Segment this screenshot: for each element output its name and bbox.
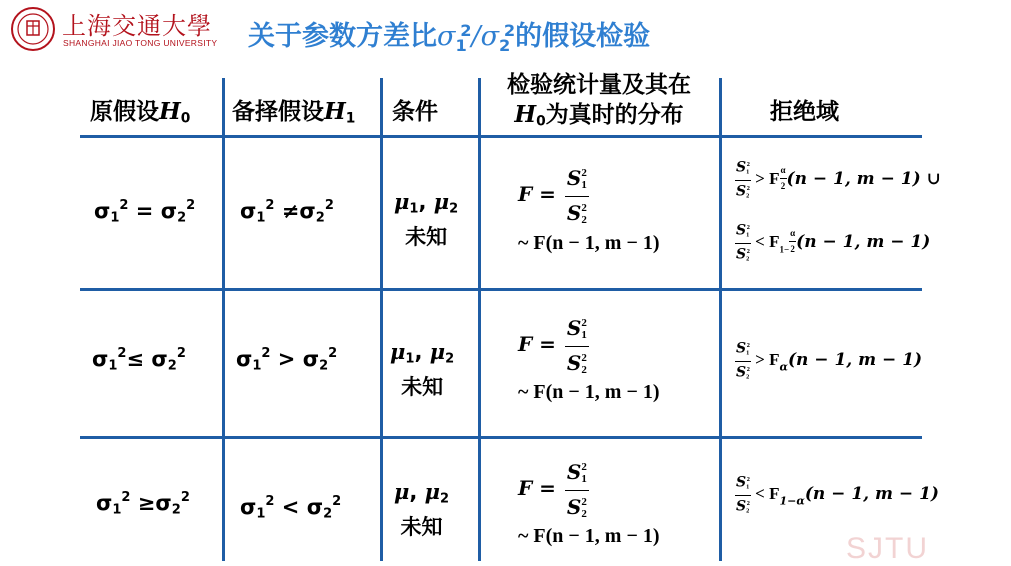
r2-unknown: 未知 xyxy=(401,375,444,400)
r1-h0-b: σ xyxy=(160,199,178,224)
r3-num-sub: 1 xyxy=(581,473,587,486)
r1-h1-p2: 2 xyxy=(324,198,334,213)
header-stat-sym: H xyxy=(514,101,537,128)
r3-den-sup: 2 xyxy=(581,496,587,509)
header-rejection-region: 拒绝域 xyxy=(770,99,839,125)
r2-h0-s1: 1 xyxy=(108,358,118,374)
r3-h0-p1: 2 xyxy=(121,490,131,505)
r1-den-sub: 2 xyxy=(581,214,587,227)
row1-condition xyxy=(394,188,458,251)
r3-h1-b: σ xyxy=(306,495,324,520)
row3-condition xyxy=(394,478,449,541)
r1-h0-s1: 1 xyxy=(110,210,120,226)
r1-h0-p1: 2 xyxy=(119,198,129,213)
r1-mu2-sub: 2 xyxy=(449,201,459,217)
r2-h0-s2: 2 xyxy=(167,358,177,374)
r2-h1-op: > xyxy=(270,347,303,372)
r3-rej-sub: 1−α xyxy=(779,494,805,508)
row1-null-hypothesis xyxy=(94,198,195,225)
r2-den-sub: 2 xyxy=(581,364,587,377)
row1-alternative-hypothesis xyxy=(240,198,334,225)
r2-mu2-sub: 2 xyxy=(445,351,455,367)
r3-cond-mu-line xyxy=(394,478,449,513)
header-h1-text: 备择假设 xyxy=(232,99,324,125)
logo-chinese-name: 上海交通大學 xyxy=(62,12,212,40)
row1-reject-line1 xyxy=(735,157,941,203)
r3-h1-s2: 2 xyxy=(323,506,333,522)
r1-rej2-sub: 1− xyxy=(779,244,790,255)
header-h0-sub: 0 xyxy=(180,110,191,127)
r2-h1-s2: 2 xyxy=(319,358,329,374)
r1-rej2-rel: < F xyxy=(750,231,780,251)
r1-mu1: μ xyxy=(394,189,410,214)
row3-null-hypothesis xyxy=(96,490,190,517)
row2-null-hypothesis xyxy=(92,346,186,373)
r3-h1-p2: 2 xyxy=(332,494,342,509)
r2-h1-s1: 1 xyxy=(252,358,262,374)
r1-rej1-rel: > F xyxy=(750,168,780,188)
header-stat-line1: 检验统计量及其在 xyxy=(507,72,691,98)
header-null-hypothesis xyxy=(90,97,190,133)
r3-num-sup: 2 xyxy=(581,461,587,473)
row2-reject xyxy=(735,338,922,384)
r1-h1-p1: 2 xyxy=(265,198,275,213)
r3-h0-s1: 1 xyxy=(112,502,122,518)
r2-mu1-sub: 1 xyxy=(405,351,415,367)
r3-num: S xyxy=(566,459,582,484)
r2-rej-rel: > F xyxy=(750,349,780,369)
r1-h1-b: σ xyxy=(299,199,316,224)
row2-alternative-hypothesis xyxy=(236,346,337,373)
r2-h1-a: σ xyxy=(236,347,253,372)
r2-num-sub: 1 xyxy=(581,329,587,342)
logo-english-name: SHANGHAI JIAO TONG UNIVERSITY xyxy=(63,38,218,48)
r1-h1-s1: 1 xyxy=(256,210,266,226)
r3-mu1: μ xyxy=(394,479,410,504)
row2-statistic xyxy=(518,312,591,381)
col-divider-1 xyxy=(222,78,225,561)
header-condition: 条件 xyxy=(392,99,438,125)
r3-h0-op: ≥ xyxy=(130,491,156,516)
r3-stat-frac xyxy=(565,456,589,525)
row1-statistic xyxy=(518,162,591,231)
col-divider-2 xyxy=(380,78,383,561)
r1-h0-s2: 2 xyxy=(177,210,187,226)
header-test-statistic xyxy=(483,70,715,136)
r1-den-sup: 2 xyxy=(581,202,587,215)
col-divider-4 xyxy=(719,78,722,561)
r2-h0-p2: 2 xyxy=(176,346,186,361)
r1-rej1-args: (n − 1, m − 1) ∪ xyxy=(786,168,941,189)
r1-unknown: 未知 xyxy=(405,225,448,250)
r2-stat-frac xyxy=(565,312,589,381)
r3-unknown: 未知 xyxy=(400,515,443,540)
r1-stat-frac xyxy=(565,162,589,231)
r2-rej-sub: α xyxy=(779,360,788,374)
university-seal-icon xyxy=(10,6,56,52)
header-alternative-hypothesis xyxy=(232,97,355,133)
header-h0-sym: H xyxy=(159,98,181,125)
row3-distribution: ~ F(n − 1, m − 1) xyxy=(518,525,660,547)
r3-sep: , xyxy=(409,480,425,504)
r1-rej2-args: (n − 1, m − 1) xyxy=(796,231,931,252)
r1-rej2-frac: $\frac{S1^2}{S2^2}$ xyxy=(735,220,751,266)
header-stat-text: 为真时的分布 xyxy=(545,102,684,128)
r2-den: S xyxy=(566,350,582,375)
row1-reject-line2 xyxy=(735,220,930,266)
row3-statistic xyxy=(518,456,591,525)
title-prefix: 关于参数方差比 xyxy=(248,21,437,52)
title-sub-2: 2 xyxy=(499,35,511,55)
r1-stat-F: F = xyxy=(518,182,563,207)
r3-rej-frac: $\frac{S1^2}{S2^2}$ xyxy=(735,472,751,518)
r1-rej1-alpha: $\frac{\alpha}{2}$ xyxy=(780,165,786,192)
r3-stat-F: F = xyxy=(518,476,563,501)
r1-h0-p2: 2 xyxy=(186,198,196,213)
r2-mu1: μ xyxy=(390,339,406,364)
row1-distribution: ~ F(n − 1, m − 1) xyxy=(518,232,660,254)
r2-sep: , xyxy=(414,340,430,364)
row3-alternative-hypothesis xyxy=(240,494,341,521)
r1-mu1-sub: 1 xyxy=(409,201,419,217)
r1-rej2-alpha: $\frac{\alpha}{2}$ xyxy=(790,228,796,255)
r2-h0-b: σ xyxy=(151,347,168,372)
title-sup-1: 2 xyxy=(460,21,472,41)
r3-h0-p2: 2 xyxy=(180,490,190,505)
r2-rej-frac: $\frac{S1^2}{S2^2}$ xyxy=(735,338,751,384)
r1-num: S xyxy=(566,165,582,190)
r1-den: S xyxy=(566,200,582,225)
r3-h1-p1: 2 xyxy=(265,494,275,509)
r1-h0-op: = xyxy=(128,199,161,224)
r2-stat-F: F = xyxy=(518,332,563,357)
r2-cond-mu-line xyxy=(390,338,454,373)
header-h1-sub: 1 xyxy=(345,110,356,127)
r3-mu2: μ xyxy=(424,479,441,504)
r1-rej1-frac: $\frac{S1^2}{S2^2}$ xyxy=(735,157,751,203)
r2-mu2: μ xyxy=(429,339,446,364)
header-h0-text: 原假设 xyxy=(90,99,159,125)
r1-h1-a: σ xyxy=(240,199,257,224)
header-stat-line2 xyxy=(483,100,715,136)
r2-h0-p1: 2 xyxy=(117,346,127,361)
r1-mu2: μ xyxy=(433,189,450,214)
col-divider-3 xyxy=(478,78,481,561)
slide-title xyxy=(248,14,650,53)
title-sub-1: 1 xyxy=(455,35,467,55)
row2-condition xyxy=(390,338,454,401)
r3-rej-args: (n − 1, m − 1) xyxy=(804,483,939,504)
r3-den-sub: 2 xyxy=(581,508,587,521)
r2-h1-p2: 2 xyxy=(328,346,338,361)
r3-h1-op: < xyxy=(274,495,307,520)
row3-reject xyxy=(735,472,939,518)
r2-h1-p1: 2 xyxy=(261,346,271,361)
r1-sep: , xyxy=(418,190,434,214)
row2-distribution: ~ F(n − 1, m − 1) xyxy=(518,381,660,403)
r2-num: S xyxy=(566,315,582,340)
r3-rej-rel: < F xyxy=(750,483,780,503)
r3-den: S xyxy=(566,494,582,519)
title-suffix: 的假设检验 xyxy=(515,21,651,52)
r3-h0-s2: 2 xyxy=(171,502,181,518)
r2-h0-a: σ xyxy=(92,347,109,372)
header-h1-sym: H xyxy=(324,98,346,125)
r2-h0-op: ≤ xyxy=(126,347,152,372)
title-slash: / xyxy=(471,21,481,52)
sjtu-watermark: SJTU xyxy=(846,532,929,565)
r1-num-sup: 2 xyxy=(581,167,587,179)
r2-rej-args: (n − 1, m − 1) xyxy=(787,349,923,370)
r3-h1-a: σ xyxy=(240,495,257,520)
title-sigma-1: σ xyxy=(437,21,456,52)
r3-h0-a: σ xyxy=(96,491,113,516)
r1-h1-s2: 2 xyxy=(315,210,325,226)
r1-cond-mu-line xyxy=(394,188,458,223)
university-logo xyxy=(10,6,218,56)
row-divider-1 xyxy=(80,288,922,291)
r2-num-sup: 2 xyxy=(581,317,587,329)
r3-mu2-sub: 2 xyxy=(440,491,450,507)
r3-h1-s1: 1 xyxy=(256,506,266,522)
r2-den-sup: 2 xyxy=(581,352,587,365)
title-sup-2: 2 xyxy=(503,21,516,41)
r3-h0-b: σ xyxy=(155,491,172,516)
row-divider-2 xyxy=(80,436,922,439)
r1-h1-op: ≠ xyxy=(274,199,300,224)
r2-h1-b: σ xyxy=(302,347,320,372)
title-sigma-2: σ xyxy=(480,21,500,52)
r1-h0-a: σ xyxy=(94,199,111,224)
header-stat-sub: 0 xyxy=(536,113,546,130)
r1-num-sub: 1 xyxy=(581,179,587,192)
